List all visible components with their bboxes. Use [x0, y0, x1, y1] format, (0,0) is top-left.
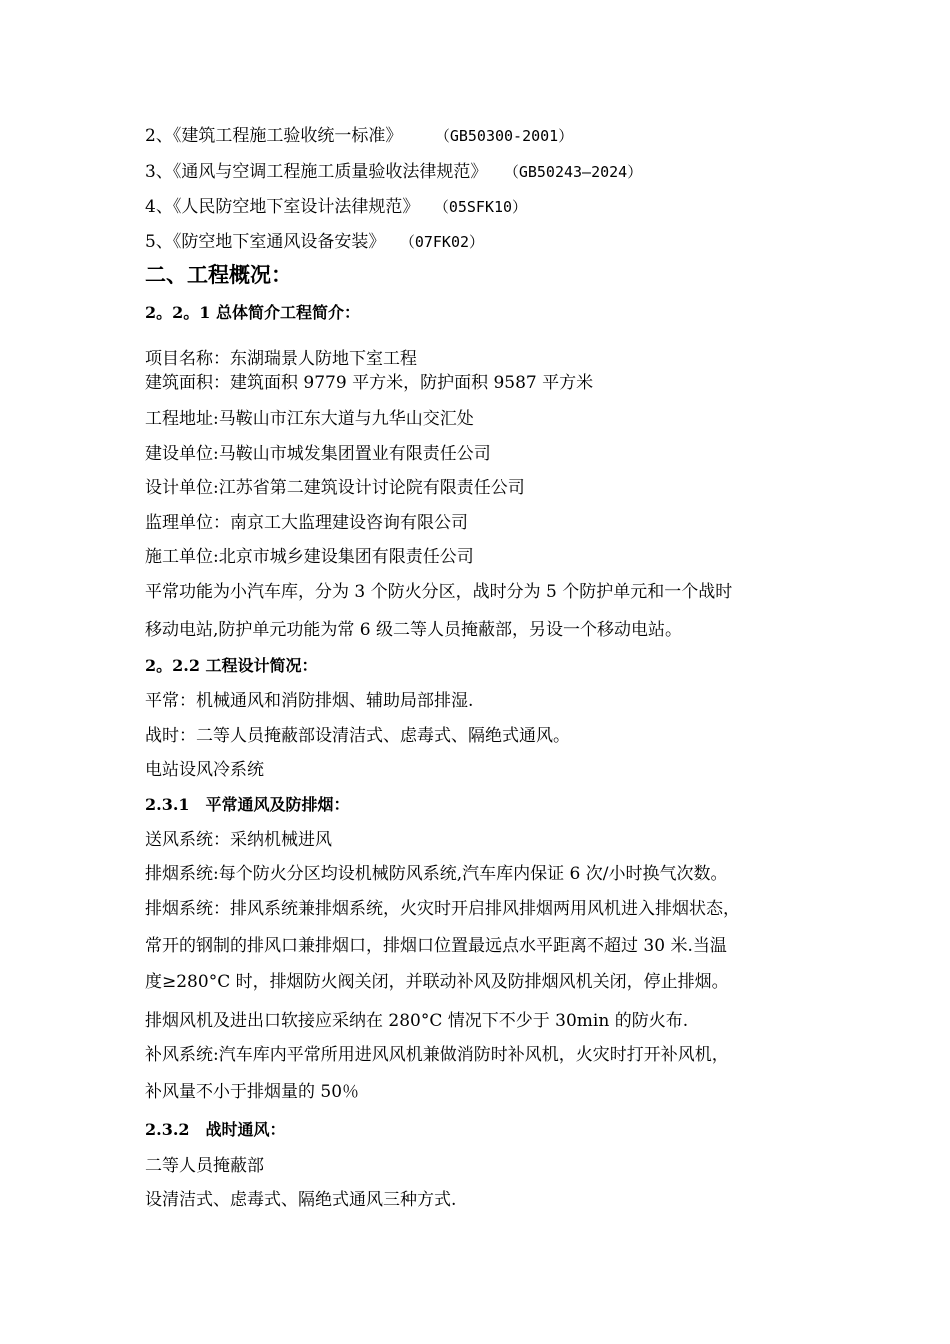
reference-item: 3、《通风与空调工程施工质量验收法律规范》 （GB50243—2024） — [145, 162, 643, 182]
smoke-system-detail: 排烟系统：排风系统兼排烟系统，火灾时开启排风排烟两用风机进入排烟状态， — [145, 899, 740, 919]
subsection-heading: 2。2.2 工程设计简况： — [145, 656, 318, 675]
smoke-system-detail: 常开的钢制的排风口兼排烟口，排烟口位置最远点水平距离不超过 30 米.当温 — [145, 936, 727, 956]
project-builder: 建设单位:马鞍山市城发集团置业有限责任公司 — [145, 444, 491, 464]
project-designer: 设计单位:江苏省第二建筑设计讨论院有限责任公司 — [145, 478, 525, 498]
supply-system: 送风系统：采纳机械进风 — [145, 830, 332, 850]
subsection-heading: 2.3.2 战时通风： — [145, 1120, 286, 1139]
design-station: 电站设风冷系统 — [145, 760, 264, 780]
project-name: 项目名称：东湖瑞景人防地下室工程 — [145, 349, 417, 369]
project-address: 工程地址:马鞍山市江东大道与九华山交汇处 — [145, 409, 474, 429]
project-function-line: 移动电站,防护单元功能为常 6 级二等人员掩蔽部，另设一个移动电站。 — [145, 620, 683, 640]
project-function-line: 平常功能为小汽车库，分为 3 个防火分区，战时分为 5 个防护单元和一个战时 — [145, 582, 733, 602]
war-vent-line: 设清洁式、虑毒式、隔绝式通风三种方式. — [145, 1190, 457, 1210]
reference-item: 2、《建筑工程施工验收统一标准》 （GB50300-2001） — [145, 126, 574, 146]
subsection-heading: 2.3.1 平常通风及防排烟： — [145, 795, 350, 814]
smoke-system: 排烟系统:每个防火分区均设机械防风系统,汽车库内保证 6 次/小时换气次数。 — [145, 864, 728, 884]
makeup-system: 补风系统:汽车库内平常所用进风风机兼做消防时补风机，火灾时打开补风机， — [145, 1045, 729, 1065]
section-heading: 二、工程概况： — [145, 263, 292, 287]
subsection-heading: 2。2。1 总体简介工程简介： — [145, 303, 360, 322]
design-peace: 平常：机械通风和消防排烟、辅助局部排湿. — [145, 691, 474, 711]
war-vent-line: 二等人员掩蔽部 — [145, 1156, 264, 1176]
smoke-system-detail: 排烟风机及进出口软接应采纳在 280°C 情况下不少于 30min 的防火布. — [145, 1011, 689, 1031]
design-war: 战时：二等人员掩蔽部设清洁式、虑毒式、隔绝式通风。 — [145, 726, 570, 746]
reference-item: 4、《人民防空地下室设计法律规范》 （05SFK10） — [145, 197, 528, 217]
project-supervisor: 监理单位：南京工大监理建设咨询有限公司 — [145, 513, 468, 533]
smoke-system-detail: 度≥280°C 时，排烟防火阀关闭，并联动补风及防排烟风机关闭，停止排烟。 — [145, 972, 729, 992]
project-area: 建筑面积：建筑面积 9779 平方米，防护面积 9587 平方米 — [145, 373, 594, 393]
project-contractor: 施工单位:北京市城乡建设集团有限责任公司 — [145, 547, 474, 567]
reference-item: 5、《防空地下室通风设备安装》 （07FK02） — [145, 232, 485, 252]
makeup-system: 补风量不小于排烟量的 50％ — [145, 1082, 360, 1102]
